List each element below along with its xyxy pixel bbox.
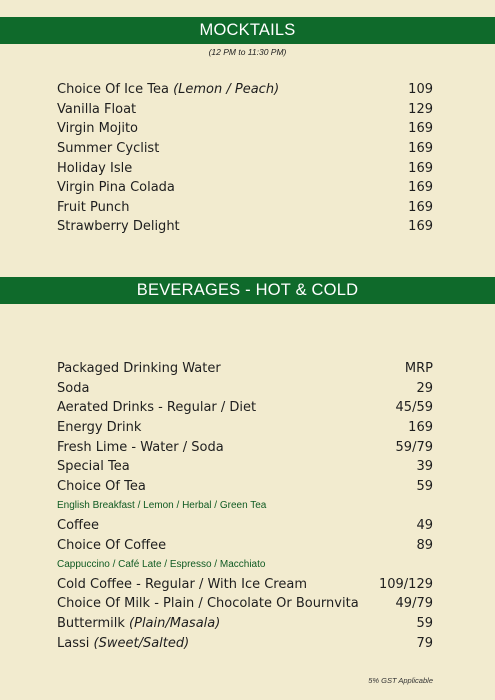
item-name: Lassi bbox=[57, 635, 90, 651]
item-name: Holiday Isle bbox=[57, 160, 133, 176]
item-name: Fruit Punch bbox=[57, 199, 130, 215]
item-price: 59/79 bbox=[395, 439, 433, 455]
menu-item bbox=[57, 119, 433, 139]
item-price: 79 bbox=[416, 635, 433, 651]
menu-item bbox=[57, 178, 433, 198]
menu-item bbox=[57, 359, 433, 379]
item-name: Packaged Drinking Water bbox=[57, 361, 221, 377]
item-price: MRP bbox=[404, 361, 433, 377]
item-price: 29 bbox=[416, 380, 433, 396]
item-name: Virgin Pina Colada bbox=[57, 180, 175, 196]
menu-item bbox=[57, 398, 433, 418]
menu-item bbox=[57, 139, 433, 159]
menu-item bbox=[57, 457, 433, 477]
item-options-note bbox=[57, 496, 433, 516]
menu-item bbox=[57, 418, 433, 438]
item-name: Strawberry Delight bbox=[57, 219, 180, 235]
item-price: 59 bbox=[416, 478, 433, 494]
item-name: Energy Drink bbox=[57, 420, 142, 436]
mocktails-list bbox=[57, 80, 433, 237]
item-price: 169 bbox=[408, 180, 433, 196]
item-name: Choice Of Tea bbox=[57, 478, 146, 494]
item-detail: (Plain/Masala) bbox=[129, 616, 221, 632]
item-options-note bbox=[57, 555, 433, 575]
menu-item bbox=[57, 575, 433, 595]
item-price: 109 bbox=[408, 82, 433, 98]
item-name: Soda bbox=[57, 380, 90, 396]
item-name: Coffee bbox=[57, 518, 99, 534]
item-name: Special Tea bbox=[57, 459, 130, 475]
item-price: 169 bbox=[408, 219, 433, 235]
mocktails-timing: (12 PM to 11:30 PM) bbox=[208, 47, 287, 57]
menu-item bbox=[57, 633, 433, 653]
item-price: 49/79 bbox=[395, 596, 433, 612]
gst-note: 5% GST Applicable bbox=[368, 676, 433, 685]
item-price: 45/59 bbox=[395, 400, 433, 416]
item-price: 169 bbox=[408, 420, 433, 436]
item-price: 109/129 bbox=[378, 576, 433, 592]
menu-item bbox=[57, 217, 433, 237]
item-price: 129 bbox=[408, 101, 433, 117]
item-name: Fresh Lime - Water / Soda bbox=[57, 439, 224, 455]
item-name: Aerated Drinks - Regular / Diet bbox=[57, 400, 257, 416]
mocktails-title: MOCKTAILS bbox=[199, 21, 296, 39]
item-name: Choice Of Milk - Plain / Chocolate Or Bournvita bbox=[57, 596, 359, 612]
beverages-header bbox=[0, 277, 495, 304]
item-detail: (Lemon / Peach) bbox=[173, 82, 280, 98]
item-name: Vanilla Float bbox=[57, 101, 137, 117]
item-name: Virgin Mojito bbox=[57, 121, 139, 137]
item-price: 39 bbox=[416, 459, 433, 475]
item-name: Cold Coffee - Regular / With Ice Cream bbox=[57, 576, 307, 592]
item-name: Choice Of Coffee bbox=[57, 537, 167, 553]
item-price: 89 bbox=[416, 537, 433, 553]
item-price: 169 bbox=[408, 141, 433, 157]
item-price: 169 bbox=[408, 160, 433, 176]
beverages-title: BEVERAGES - HOT & COLD bbox=[136, 281, 359, 299]
menu-item bbox=[57, 158, 433, 178]
item-price: 59 bbox=[416, 616, 433, 632]
item-price: 169 bbox=[408, 199, 433, 215]
tea-options: English Breakfast / Lemon / Herbal / Green Tea bbox=[57, 500, 267, 512]
item-name: Buttermilk bbox=[57, 616, 125, 632]
menu-item bbox=[57, 379, 433, 399]
menu-item bbox=[57, 594, 433, 614]
menu-item bbox=[57, 437, 433, 457]
menu-item bbox=[57, 477, 433, 497]
item-price: 49 bbox=[416, 518, 433, 534]
menu-item bbox=[57, 100, 433, 120]
item-name: Summer Cyclist bbox=[57, 141, 160, 157]
menu-item bbox=[57, 614, 433, 634]
item-name: Choice Of Ice Tea bbox=[57, 82, 169, 98]
item-price: 169 bbox=[408, 121, 433, 137]
mocktails-header bbox=[0, 17, 495, 44]
menu-item bbox=[57, 516, 433, 536]
menu-item bbox=[57, 198, 433, 218]
coffee-options: Cappuccino / Café Late / Espresso / Macchiato bbox=[57, 559, 266, 571]
menu-item bbox=[57, 535, 433, 555]
item-detail: (Sweet/Salted) bbox=[93, 635, 190, 651]
beverages-list bbox=[57, 359, 433, 653]
menu-item bbox=[57, 80, 433, 100]
